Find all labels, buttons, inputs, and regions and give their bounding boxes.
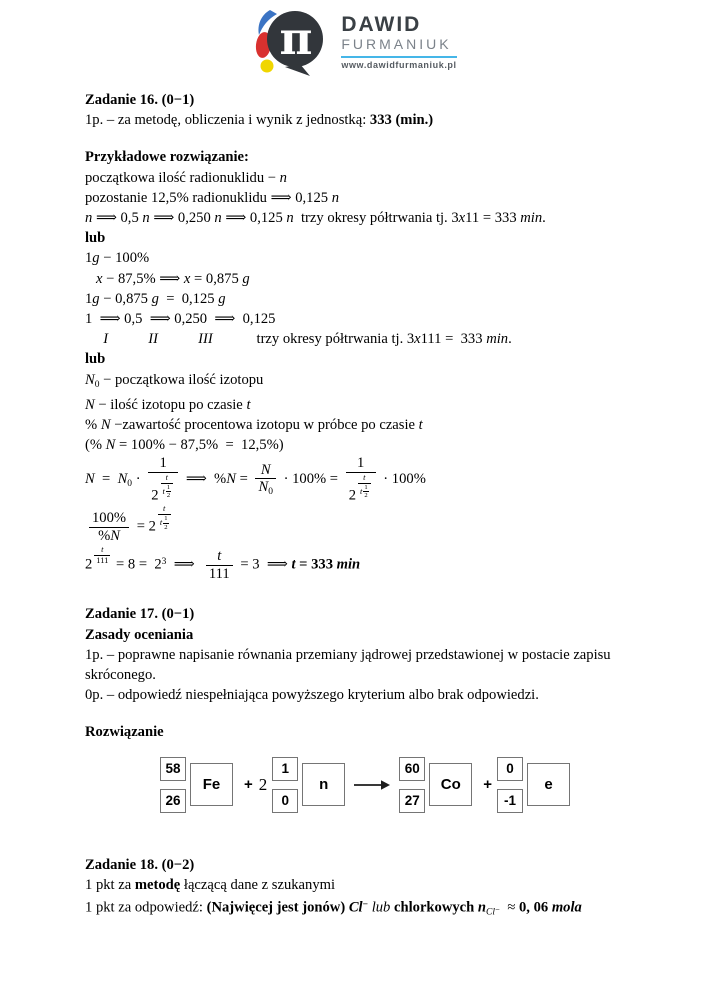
task-18-heading [85,855,622,875]
brand-website: www.dawidfurmaniuk.pl [341,59,457,70]
solution-heading [85,722,622,742]
nuclide-number-stack [399,757,425,813]
text-segment: = 100% − 87,5% = 12,5%) [115,437,284,454]
text-segment: N [85,471,95,488]
text-segment: min [486,331,509,348]
text-segment [108,331,148,347]
text-segment: 2 [85,556,93,573]
nuclide-co [399,757,472,813]
rule-1p-line [85,645,622,685]
text-segment: 2 [148,518,156,535]
text-segment: 0p. – odpowiedź niespełniająca powyższego kryterium albo brak odpowiedzi. [85,687,539,704]
brand-name-last: FURMANIUK [341,36,452,53]
text-segment: t [165,472,169,483]
text-segment: Zadanie 16. (0−1) [85,92,195,108]
text-segment: 2 [164,523,168,531]
text-segment: t [359,485,363,496]
text-segment: ⟹ [166,556,202,573]
text-segment: 1 ⟹ 0,5 ⟹ 0,250 ⟹ 0,125 [85,311,276,328]
text-segment: n [214,210,222,227]
text-segment: t [363,472,366,483]
text-segment: t [101,543,104,554]
text-segment: n [286,210,294,227]
text-segment: t [159,517,163,528]
text-segment: 1 [357,455,365,472]
text-segment: − 87,5% ⟹ [102,270,184,287]
text-segment: n [142,210,150,227]
text-segment: 1p. – poprawne napisanie równania przemiany jądrowej przedstawionej w postacie zapisu skróconego. [85,646,615,684]
text-segment: g [151,290,159,307]
text-segment: 1 [85,290,93,307]
plus-operator: + [483,775,493,793]
text-segment: N [260,461,271,478]
solution-line [85,208,622,228]
task-18-method-line [85,875,622,895]
text-segment: Zadanie 18. (0−2) [85,856,195,873]
text-segment: g [92,290,100,307]
solution-line [85,370,622,395]
fraction [346,455,376,504]
text-segment: 0 [268,487,273,498]
fraction [94,545,110,565]
atomic-number-box: 0 [272,789,298,813]
text-segment: t [163,503,166,514]
text-segment: − początkowa ilość izotopu [99,371,264,388]
fraction [363,484,368,500]
logo [0,0,707,76]
text-segment: . [542,210,546,227]
document-body [85,90,622,923]
fraction [148,455,178,504]
text-segment: Rozwiązanie [85,724,164,741]
solution-line [85,269,622,289]
text-segment: 2 [364,492,368,500]
text-segment: 11 = 333 [465,210,521,227]
text-segment: = 8 = 2 [112,556,162,573]
fraction [163,515,168,531]
text-segment: − [362,900,369,911]
atomic-number-box: -1 [497,789,523,813]
text-segment: Zadanie 17. (0−1) [85,606,195,623]
text-segment: 111 [208,565,230,582]
nuclide-number-stack [160,757,186,813]
formula-decay-law [85,455,622,504]
text-segment [158,331,198,347]
text-segment: · 100% [379,471,426,488]
text-segment: min [336,556,361,573]
task-18-section [85,855,622,923]
reaction-arrow-icon [354,779,390,791]
fraction [255,462,275,499]
text-segment: pozostanie 12,5% radionuklidu ⟹ 0,125 [85,189,332,206]
text-segment: % [85,416,101,433]
text-segment: = 333 [295,556,337,573]
text-segment: Zasady oceniania [85,626,194,643]
text-segment: x [183,270,191,287]
solution-line [85,435,622,455]
nuclear-equation-diagram [160,757,622,813]
element-symbol-box: n [302,763,345,806]
text-segment: 111 = 333 [420,331,487,348]
text-segment: trzy okresy półtrwania tj. 3 [212,331,415,348]
nuclide-number-stack [497,757,523,813]
fraction [358,473,371,500]
task-16-heading [85,90,622,110]
rule-0p-line [85,685,622,705]
text-segment: g [242,270,250,287]
text-segment: N [85,371,95,388]
text-segment [85,271,96,287]
text-segment: 333 (min.) [369,112,434,129]
text-segment: (Najwięcej jest jonów) [206,899,349,916]
text-segment: 1 [164,515,168,523]
text-segment: 3 [161,556,167,567]
text-segment: = [94,471,118,488]
task-16-section [85,90,622,582]
solution-line [85,188,622,208]
text-segment: N [226,471,236,488]
brand-divider-line [341,56,456,58]
text-segment: lub [85,351,106,368]
plus-operator: + [244,775,253,793]
text-segment: 0 [127,479,133,490]
solution-line [85,248,622,268]
formula-result [85,545,622,583]
text-segment: lub [371,899,391,916]
text-segment: g [92,250,100,267]
task-17-heading [85,604,622,624]
text-segment: = [235,471,252,488]
element-symbol-box: Fe [190,763,233,806]
text-segment: chlorkowych [394,899,478,916]
text-segment: 1 [364,483,368,491]
text-segment: 0, 06 [518,899,552,916]
text-segment: = 0,875 [190,270,243,287]
fraction [158,504,171,531]
solution-line [85,349,622,369]
text-segment: N [110,528,120,545]
text-segment: = 0,125 [158,290,219,307]
text-segment: t [162,485,165,496]
solution-line [85,168,622,188]
task-18-answer-line [85,895,622,923]
text-segment: x [95,270,103,287]
text-segment: t [418,416,423,433]
text-segment: − 0,875 [99,290,152,307]
text-segment: −zawartość procentowa izotopu w próbce po czasie [110,416,419,433]
text-segment: 100% [92,510,127,527]
neutron-coefficient: 2 [258,774,268,794]
text-segment: 2 [348,487,356,504]
text-segment: n [477,899,487,916]
text-segment: · 100% = [279,471,342,488]
text-segment: N [117,471,128,488]
text-segment: N [85,396,95,413]
text-segment: N [100,416,111,433]
text-segment: − 100% [99,250,150,267]
text-segment: III [198,331,213,348]
text-segment: 0 [94,379,100,390]
solution-line [85,329,622,349]
solution-line [85,289,622,309]
solution-line [85,228,622,248]
text-segment: 1 [159,455,167,472]
text-segment: − ilość izotopu po czasie [94,396,247,413]
text-segment: t [246,396,251,413]
mass-number-box: 1 [272,757,298,781]
text-segment: 2 [166,492,171,500]
text-segment: Cl [348,899,363,916]
nuclide-number-stack [272,757,298,813]
text-segment: metodę [134,876,181,893]
task-16-scoring-line [85,110,622,130]
element-symbol-box: Co [429,763,472,806]
text-segment: n [331,189,339,206]
solution-line [85,395,622,415]
text-segment: lub [85,230,106,247]
text-segment: N [258,479,269,496]
text-segment: · [132,471,145,488]
nuclide-neutron [272,757,345,813]
text-segment: x [458,210,466,227]
text-segment: 111 [96,554,109,565]
text-segment: ⟹ 0,125 [221,210,287,227]
text-segment: 2 [151,487,159,504]
text-segment: . [508,331,512,348]
solution-line [85,415,622,435]
text-segment: 1p. – za metodę, obliczenia i wynik z jednostką: [85,112,370,129]
example-solution-heading [85,147,622,167]
brand-name-first: DAWID [341,13,422,37]
text-segment: (% [85,437,106,454]
task-17-section [85,604,622,812]
text-segment: II [148,331,158,348]
text-segment: n [279,169,287,186]
solution-line [85,309,622,329]
atomic-number-box: 26 [160,789,186,813]
mass-number-box: 58 [160,757,186,781]
logo-text [341,14,456,70]
atomic-number-box: 27 [399,789,425,813]
text-segment: g [218,290,226,307]
text-segment: łączącą dane z szukanymi [180,876,336,893]
text-segment: 1 [85,250,93,267]
fraction [161,473,174,500]
grading-rules-heading [85,625,622,645]
text-segment: = [133,518,149,535]
text-segment: x [414,331,421,348]
mass-number-box: 60 [399,757,425,781]
text-segment: min [520,210,543,227]
text-segment: t [291,556,296,573]
text-segment: N [105,437,116,454]
nuclide-fe [160,757,233,813]
text-segment [85,331,103,347]
text-segment: ⟹ 0,5 [92,210,143,227]
text-segment: początkowa ilość radionuklidu − [85,169,280,186]
pi-speech-bubble-logo-icon [250,8,330,76]
text-segment: n [85,210,93,227]
text-segment: Przykładowe rozwiązanie: [85,149,249,166]
text-segment: Cl⁻ [486,907,501,918]
text-segment: 1 pkt za [85,876,135,893]
text-segment: trzy okresy półtrwania tj. 3 [293,210,459,227]
nuclide-electron [497,757,570,813]
mass-number-box: 0 [497,757,523,781]
formula-ratio [85,504,622,545]
text-segment: % [98,528,111,545]
element-symbol-box: e [527,763,570,806]
text-segment: ≈ [500,899,519,916]
text-segment: mola [551,899,582,916]
text-segment: ⟹ % [182,471,227,488]
text-segment: t [217,547,222,564]
text-segment: ⟹ 0,250 [149,210,215,227]
fraction [166,484,171,500]
fraction [89,510,129,545]
text-segment: = 3 ⟹ [236,556,292,573]
text-segment: I [103,331,109,348]
fraction [206,548,233,583]
text-segment: 1 [166,483,171,491]
text-segment: 1 pkt za odpowiedź: [85,899,207,916]
svg-text:π: π [279,12,313,65]
